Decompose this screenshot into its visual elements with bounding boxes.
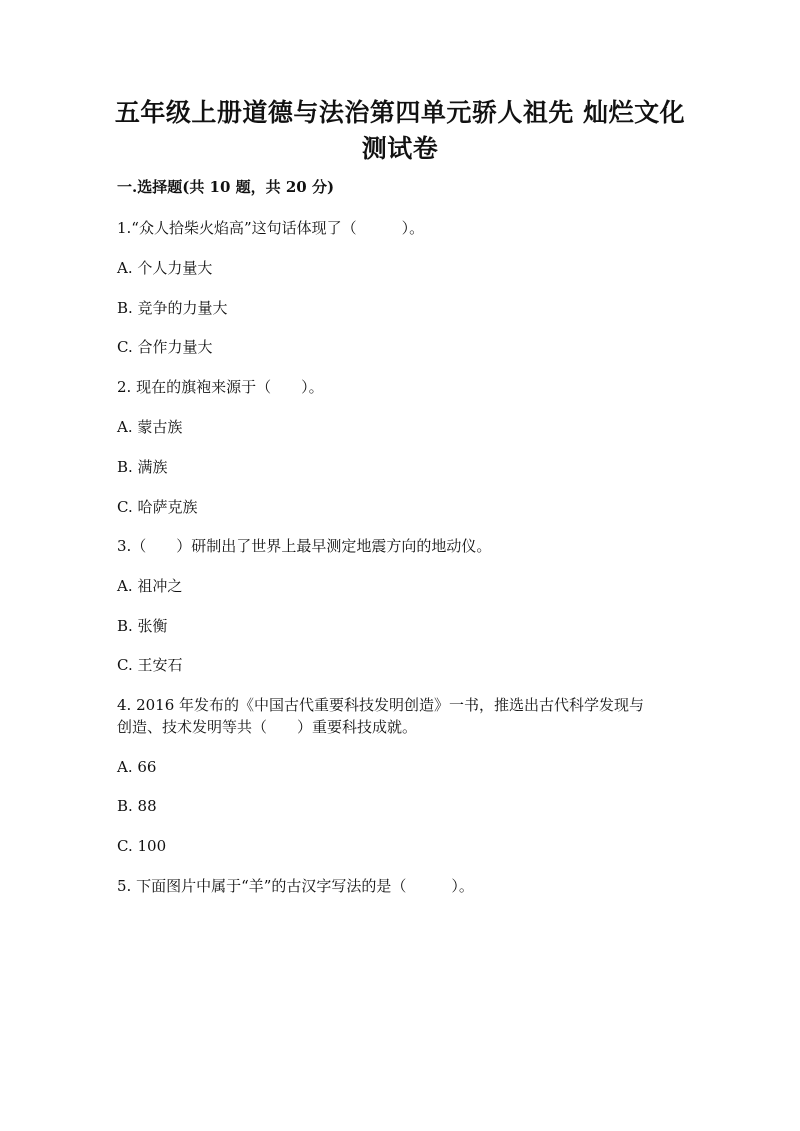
question-4-stem-line-1: 4. 2016 年发布的《中国古代重要科技发明创造》一书，推选出古代科学发现与 [117, 696, 645, 714]
question-3-option-b: B. 张衡 [117, 617, 168, 635]
document-title-line-2: 测试卷 [361, 134, 439, 163]
question-1-option-a: A. 个人力量大 [117, 259, 213, 277]
question-3-option-a: A. 祖冲之 [117, 577, 183, 595]
question-2-stem: 2. 现在的旗袍来源于（ ）。 [117, 378, 324, 396]
section-heading: 一.选择题(共 10 题，共 20 分) [117, 178, 335, 196]
question-4-option-c: C. 100 [117, 837, 167, 855]
question-1-option-b: B. 竞争的力量大 [117, 299, 228, 317]
question-3-option-c: C. 王安石 [117, 656, 183, 674]
question-1-option-c: C. 合作力量大 [117, 338, 213, 356]
question-1-stem: 1.“众人拾柴火焰高”这句话体现了（ ）。 [117, 219, 425, 237]
question-2-option-c: C. 哈萨克族 [117, 498, 198, 516]
question-2-option-b: B. 满族 [117, 458, 168, 476]
document-title-line-1: 五年级上册道德与法治第四单元骄人祖先 灿烂文化 [114, 98, 686, 127]
question-3-stem: 3.（ ）研制出了世界上最早测定地震方向的地动仪。 [117, 537, 492, 555]
question-4-option-b: B. 88 [117, 797, 157, 815]
question-2-option-a: A. 蒙古族 [117, 418, 183, 436]
question-4-option-a: A. 66 [117, 758, 157, 776]
question-5-stem: 5. 下面图片中属于“羊”的古汉字写法的是（ ）。 [117, 877, 474, 895]
question-4-stem-line-2: 创造、技术发明等共（ ）重要科技成就。 [117, 718, 418, 736]
